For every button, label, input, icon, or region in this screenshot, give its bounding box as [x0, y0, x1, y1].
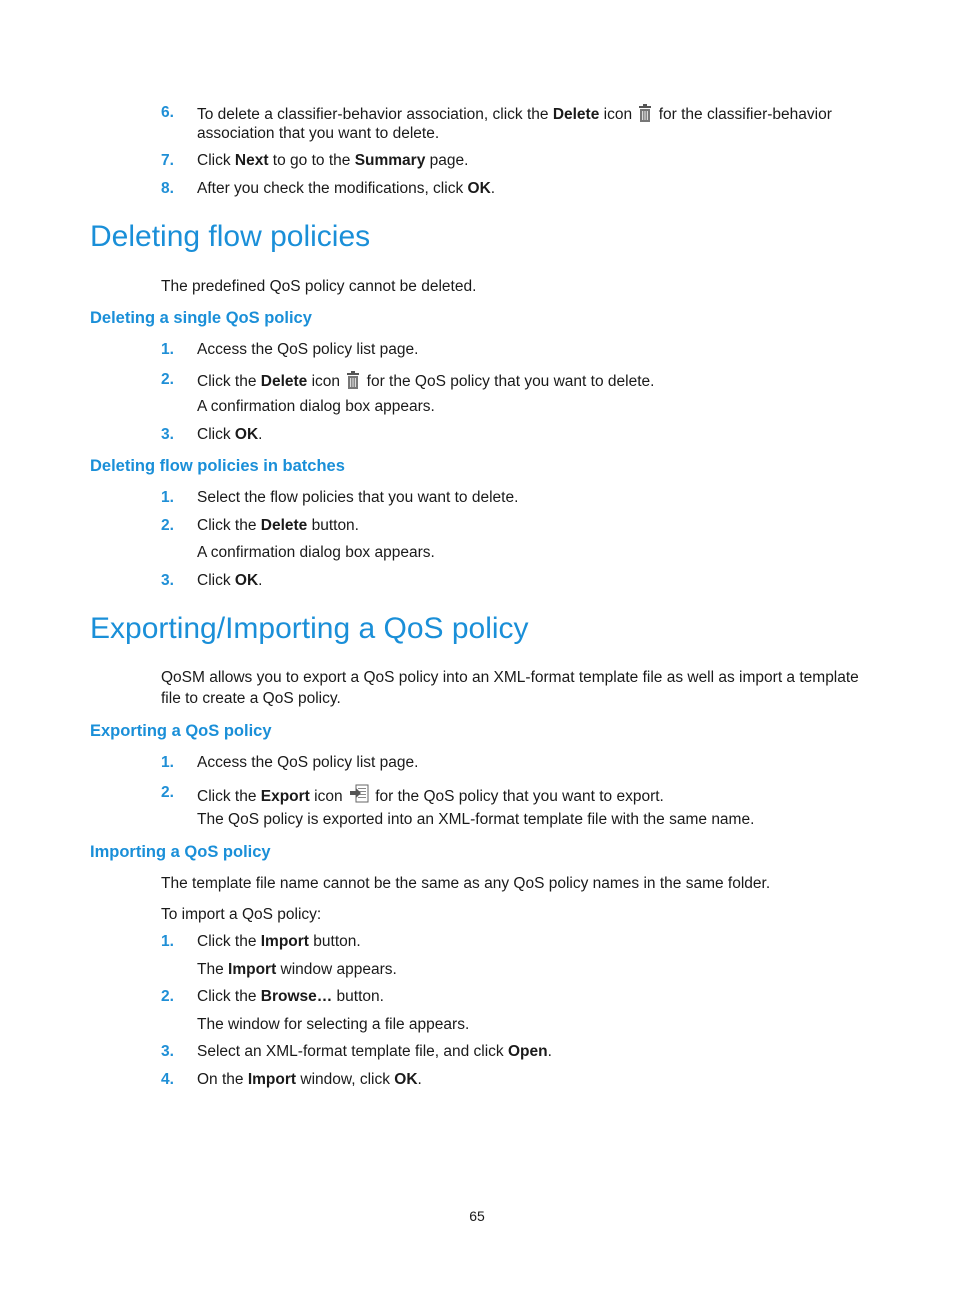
step-text: On the Import window, click OK.	[197, 1071, 422, 1088]
paragraph-continued: file to create a QoS policy.	[161, 690, 341, 707]
step-text: Access the QoS policy list page.	[197, 341, 419, 358]
step-text: To delete a classifier-behavior association, click the Delete icon for the classifier-behavior	[197, 104, 832, 127]
paragraph: The template file name cannot be the same as any QoS policy names in the same folder.	[161, 875, 771, 892]
step-text: Click Next to go to the Summary page.	[197, 152, 469, 169]
paragraph: The predefined QoS policy cannot be deleted.	[161, 278, 477, 295]
step-note: The Import window appears.	[197, 961, 397, 978]
page-number: 65	[469, 1208, 485, 1224]
step-number: 1.	[161, 933, 174, 950]
subsection-heading: Deleting flow policies in batches	[90, 457, 345, 475]
step-text: Click OK.	[197, 426, 263, 443]
step-number: 2.	[161, 371, 174, 388]
step-text: Click the Import button.	[197, 933, 361, 950]
step-number: 8.	[161, 180, 174, 197]
step-number: 1.	[161, 754, 174, 771]
subsection-heading: Exporting a QoS policy	[90, 722, 272, 740]
step-number: 6.	[161, 104, 174, 121]
paragraph: QoSM allows you to export a QoS policy into an XML-format template file as well as import a template	[161, 669, 859, 686]
step-text: Click the Delete button.	[197, 517, 359, 534]
step-note: A confirmation dialog box appears.	[197, 544, 435, 561]
section-heading: Deleting flow policies	[90, 220, 371, 253]
trash-icon	[638, 104, 652, 127]
step-number: 3.	[161, 1043, 174, 1060]
step-number: 1.	[161, 341, 174, 358]
step-text: After you check the modifications, click OK.	[197, 180, 496, 197]
subsection-heading: Deleting a single QoS policy	[90, 309, 312, 327]
step-text: Click the Browse… button.	[197, 988, 384, 1005]
step-number: 7.	[161, 152, 174, 169]
step-text: Select the flow policies that you want to delete.	[197, 489, 519, 506]
export-icon	[349, 784, 369, 809]
subsection-heading: Importing a QoS policy	[90, 843, 271, 861]
step-text: Select an XML-format template file, and click Open.	[197, 1043, 552, 1060]
step-number: 2.	[161, 784, 174, 801]
step-note: A confirmation dialog box appears.	[197, 398, 435, 415]
step-number: 1.	[161, 489, 174, 506]
step-text: Click OK.	[197, 572, 263, 589]
step-number: 3.	[161, 426, 174, 443]
section-heading: Exporting/Importing a QoS policy	[90, 612, 529, 645]
step-number: 3.	[161, 572, 174, 589]
step-note: The window for selecting a file appears.	[197, 1016, 470, 1033]
step-text: Click the Delete icon for the QoS policy that you want to delete.	[197, 371, 654, 394]
step-text: Access the QoS policy list page.	[197, 754, 419, 771]
step-number: 2.	[161, 517, 174, 534]
step-number: 2.	[161, 988, 174, 1005]
step-text-continued: association that you want to delete.	[197, 125, 440, 142]
trash-icon	[346, 371, 360, 394]
step-note: The QoS policy is exported into an XML-format template file with the same name.	[197, 811, 755, 828]
step-number: 4.	[161, 1071, 174, 1088]
paragraph: To import a QoS policy:	[161, 906, 322, 923]
step-text: Click the Export icon for the QoS policy that you want to export.	[197, 784, 664, 809]
